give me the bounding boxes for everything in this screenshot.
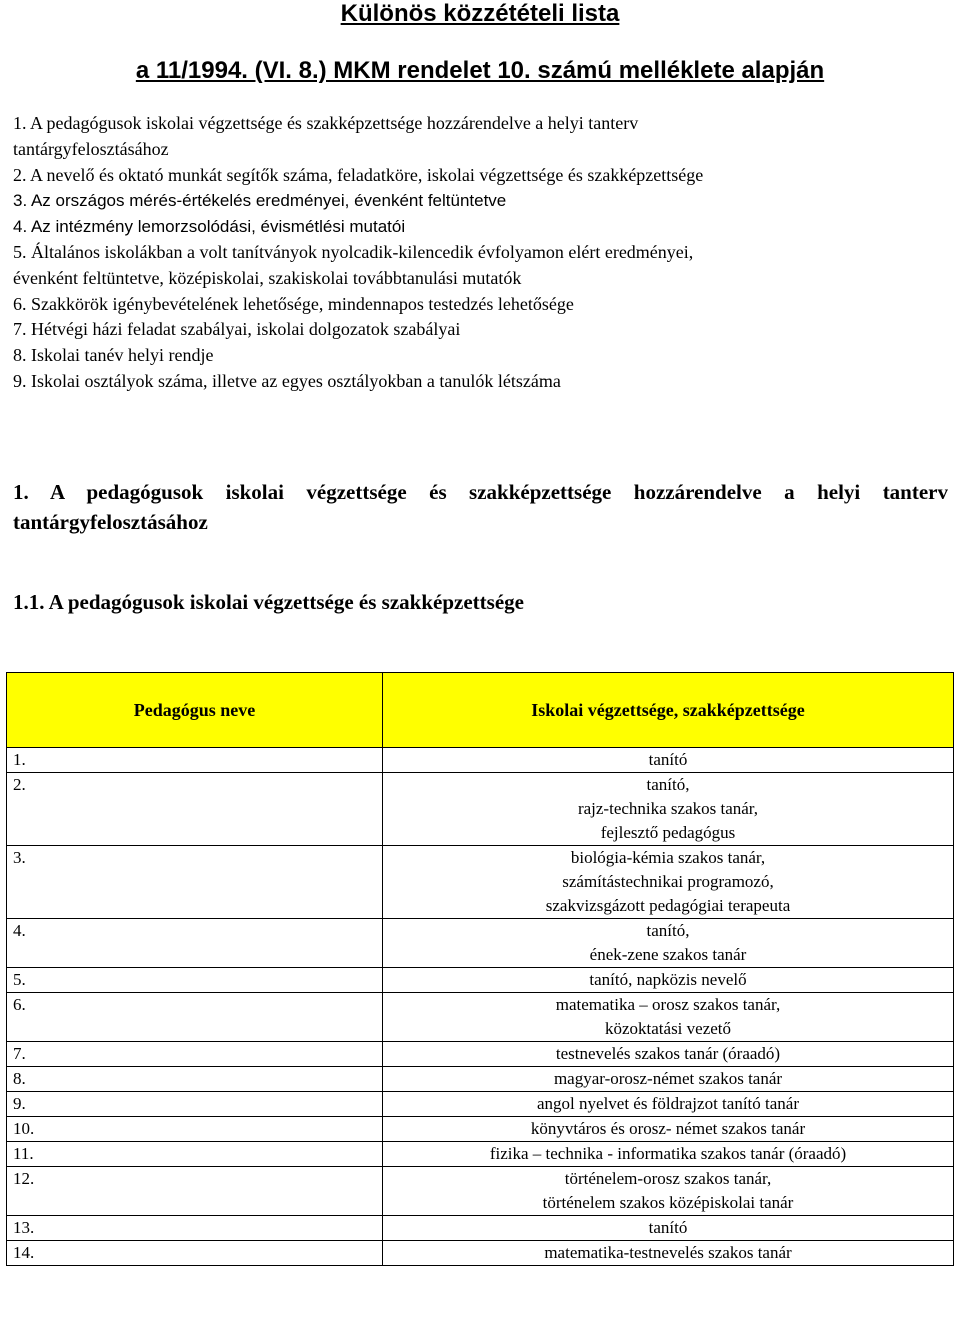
qualification-cell [383, 773, 954, 846]
table-row [7, 773, 954, 846]
teacher-number-cell: 10. [7, 1117, 383, 1142]
qualification-cell [383, 993, 954, 1042]
toc-line: 9. Iskolai osztályok száma, illetve az egyes osztályokban a tanulók létszáma [13, 370, 561, 391]
teacher-number-cell: 12. [7, 1167, 383, 1216]
table-row [7, 1216, 954, 1241]
qualification-cell [383, 1092, 954, 1117]
toc-line: 4. Az intézmény lemorzsolódási, évismétlési mutatói [13, 217, 406, 237]
qualification-cell [383, 748, 954, 773]
qualification-line: ének-zene szakos tanár [589, 945, 747, 964]
qualification-line: könyvtáros és orosz- német szakos tanár [530, 1119, 806, 1138]
qualification-line: matematika – orosz szakos tanár, [555, 995, 781, 1014]
qualification-line: tanító, napközis nevelő [589, 970, 747, 989]
toc-line: 7. Hétvégi házi feladat szabályai, iskolai dolgozatok szabályai [13, 319, 461, 340]
qualification-cell [383, 1067, 954, 1092]
section-1-1-heading: 1.1. A pedagógusok iskolai végzettsége és szakképzettsége [13, 590, 524, 614]
qualification-line: biológia-kémia szakos tanár, [570, 848, 766, 867]
teacher-number-cell: 4. [7, 919, 383, 968]
qualification-line: fejlesztő pedagógus [600, 823, 736, 842]
qualification-line: tanító [648, 750, 688, 769]
table-row [7, 1241, 954, 1266]
table-header-row [7, 673, 954, 748]
toc-line: 3. Az országos mérés-értékelés eredményei, évenként feltüntetve [13, 191, 507, 211]
qualification-line: tanító, [646, 921, 690, 940]
staff-qualifications-table [6, 672, 954, 1266]
qualification-line: történelem-orosz szakos tanár, [564, 1169, 772, 1188]
teacher-number-cell: 14. [7, 1241, 383, 1266]
teacher-number-cell: 2. [7, 773, 383, 846]
qualification-cell [383, 1042, 954, 1067]
toc-line: évenként feltüntetve, középiskolai, szakiskolai továbbtanulási mutatók [13, 267, 522, 288]
qualification-line: matematika-testnevelés szakos tanár [544, 1243, 792, 1262]
table-row [7, 1042, 954, 1067]
table-row [7, 1142, 954, 1167]
qualification-line: magyar-orosz-német szakos tanár [553, 1069, 783, 1088]
qualification-cell [383, 1241, 954, 1266]
teacher-number-cell: 6. [7, 993, 383, 1042]
qualification-cell [383, 968, 954, 993]
document-title: Különös közzétételi lista [340, 0, 620, 27]
column-header-name: Pedagógus neve [7, 673, 383, 748]
qualification-cell [383, 1167, 954, 1216]
qualification-line: testnevelés szakos tanár (óraadó) [555, 1044, 781, 1063]
table-row [7, 993, 954, 1042]
qualification-cell [383, 1142, 954, 1167]
toc-line: 2. A nevelő és oktató munkát segítők száma, feladatköre, iskolai végzettsége és szakképzettsége [13, 164, 704, 185]
qualification-line: számítástechnikai programozó, [562, 872, 774, 891]
table-row [7, 1067, 954, 1092]
table-row [7, 1117, 954, 1142]
table-row [7, 846, 954, 919]
table-row [7, 1092, 954, 1117]
teacher-number-cell: 11. [7, 1142, 383, 1167]
teacher-number-cell: 7. [7, 1042, 383, 1067]
table-row [7, 919, 954, 968]
table-row [7, 968, 954, 993]
document-subtitle: a 11/1994. (VI. 8.) MKM rendelet 10. számú melléklete alapján [135, 57, 825, 84]
qualification-line: angol nyelvet és földrajzot tanító tanár [537, 1094, 799, 1113]
qualification-line: szakvizsgázott pedagógiai terapeuta [545, 896, 791, 915]
toc-line: 6. Szakkörök igénybevételének lehetősége, mindennapos testedzés lehetősége [13, 293, 574, 314]
qualification-line: tanító [648, 1218, 688, 1237]
teacher-number-cell: 8. [7, 1067, 383, 1092]
column-header-qualification: Iskolai végzettsége, szakképzettsége [383, 673, 954, 748]
toc-line: 5. Általános iskolákban a volt tanítványok nyolcadik-kilencedik évfolyamon elért eredményei, [13, 241, 694, 262]
toc-line: tantárgyfelosztásához [13, 138, 169, 159]
toc-line: 1. A pedagógusok iskolai végzettsége és szakképzettsége hozzárendelve a helyi tanterv [13, 113, 639, 133]
teacher-number-cell: 3. [7, 846, 383, 919]
teacher-number-cell: 1. [7, 748, 383, 773]
qualification-line: tanító, [646, 775, 690, 794]
qualification-line: közoktatási vezető [604, 1019, 732, 1038]
qualification-line: rajz-technika szakos tanár, [577, 799, 759, 818]
qualification-line: fizika – technika - informatika szakos tanár (óraadó) [489, 1144, 847, 1163]
qualification-cell [383, 1216, 954, 1241]
section-1-heading: 1. A pedagógusok iskolai végzettsége és szakképzettsége hozzárendelve a helyi tanterv tantárgyfelosztásához [13, 480, 948, 534]
teacher-number-cell: 13. [7, 1216, 383, 1241]
table-row [7, 748, 954, 773]
qualification-cell [383, 919, 954, 968]
teacher-number-cell: 9. [7, 1092, 383, 1117]
table-row [7, 1167, 954, 1216]
toc-line: 8. Iskolai tanév helyi rendje [13, 345, 214, 366]
qualification-line: történelem szakos középiskolai tanár [542, 1193, 794, 1212]
qualification-cell [383, 1117, 954, 1142]
table-of-contents [13, 111, 948, 395]
qualification-cell [383, 846, 954, 919]
teacher-number-cell: 5. [7, 968, 383, 993]
